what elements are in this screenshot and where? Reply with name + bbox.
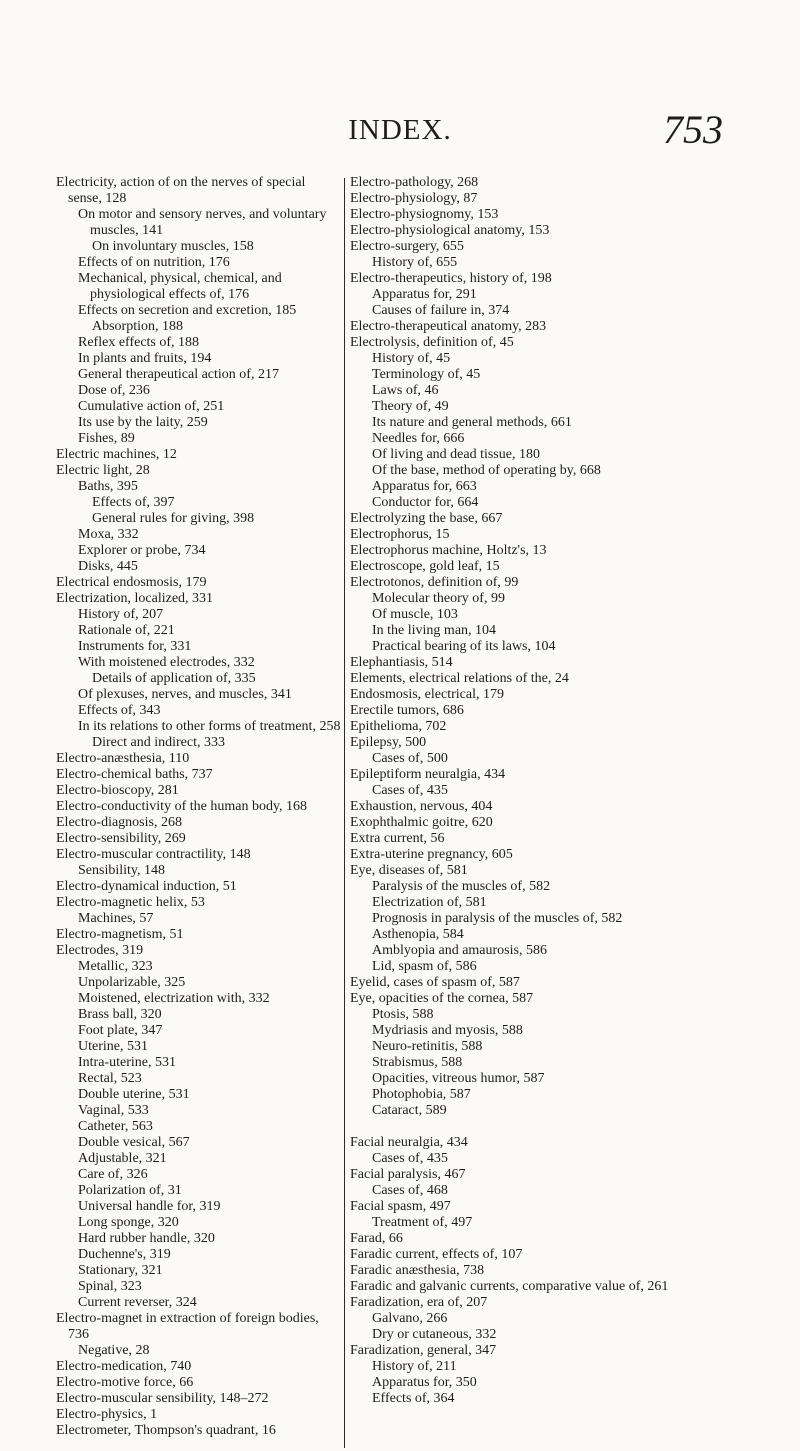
index-subentry: Catheter, 563 [78,1119,153,1134]
index-entry: Eye, diseases of, 581 [350,863,468,878]
index-subentry: Dose of, 236 [78,383,150,398]
index-entry: Facial paralysis, 467 [350,1167,466,1182]
index-entry: Electro-magnetic helix, 53 [56,895,205,910]
index-subentry: Hard rubber handle, 320 [78,1231,215,1246]
index-subentry: Neuro-retinitis, 588 [372,1039,483,1054]
index-subentry: Treatment of, 497 [372,1215,473,1230]
column-divider [344,178,345,1448]
index-subentry: Fishes, 89 [78,431,135,446]
index-subentry: Care of, 326 [78,1167,148,1182]
index-subentry: Practical bearing of its laws, 104 [372,639,556,654]
index-subentry: Metallic, 323 [78,959,153,974]
index-entry: Electroscope, gold leaf, 15 [350,559,500,574]
index-subentry: Cases of, 435 [372,1151,448,1166]
index-entry: Facial neuralgia, 434 [350,1135,468,1150]
index-entry: Electro-dynamical induction, 51 [56,879,237,894]
index-subentry: Cataract, 589 [372,1103,447,1118]
index-subentry: Vaginal, 533 [78,1103,149,1118]
index-entry: Electro-chemical baths, 737 [56,767,213,782]
index-subentry: Dry or cutaneous, 332 [372,1327,497,1342]
index-entry: Electrolysis, definition of, 45 [350,335,514,350]
index-entry: Electrization, localized, 331 [56,591,214,606]
index-entry: Exhaustion, nervous, 404 [350,799,493,814]
page-title: INDEX. [348,114,452,146]
index-subentry: Of plexuses, nerves, and muscles, 341 [78,687,292,702]
page-header [0,106,800,154]
index-subentry: Asthenopia, 584 [372,927,464,942]
index-subentry: Direct and indirect, 333 [92,735,225,750]
index-subentry: Amblyopia and amaurosis, 586 [372,943,547,958]
index-entry: Electro-medication, 740 [56,1359,192,1374]
index-subentry: Effects on secretion and excretion, 185 [78,303,297,318]
index-subentry: Apparatus for, 663 [372,479,477,494]
index-entry: Electrophorus, 15 [350,527,450,542]
index-subentry: General rules for giving, 398 [92,511,255,526]
index-subentry: Terminology of, 45 [372,367,481,382]
index-entry: Epileptiform neuralgia, 434 [350,767,506,782]
index-subentry: On involuntary muscles, 158 [92,239,254,254]
index-subentry: Photophobia, 587 [372,1087,471,1102]
index-subentry: Its nature and general methods, 661 [372,415,572,430]
index-subentry: Baths, 395 [78,479,138,494]
index-subentry: Polarization of, 31 [78,1183,182,1198]
index-subentry: Moxa, 332 [78,527,139,542]
index-subentry: Causes of failure in, 374 [372,303,510,318]
index-subentry: Of the base, method of operating by, 668 [372,463,601,478]
index-subentry: Lid, spasm of, 586 [372,959,477,974]
index-subentry: General therapeutical action of, 217 [78,367,279,382]
index-subentry: Sensibility, 148 [78,863,165,878]
index-entry: Erectile tumors, 686 [350,703,464,718]
index-entry: Electro-magnet in extraction of foreign bodies, 736 [56,1311,319,1342]
index-subentry: Molecular theory of, 99 [372,591,505,606]
index-subentry: Cumulative action of, 251 [78,399,225,414]
index-entry: Farad, 66 [350,1231,403,1246]
index-entry: Electro-bioscopy, 281 [56,783,179,798]
index-subentry: Cases of, 468 [372,1183,448,1198]
index-subentry: Machines, 57 [78,911,154,926]
index-entry: Electro-motive force, 66 [56,1375,194,1390]
index-entry: Electro-physiological anatomy, 153 [350,223,550,238]
index-column-right [350,175,730,1407]
index-subentry: History of, 655 [372,255,458,270]
index-entry: Elephantiasis, 514 [350,655,453,670]
index-entry: Electrometer, Thompson's quadrant, 16 [56,1423,276,1438]
index-subentry: Adjustable, 321 [78,1151,167,1166]
index-subentry: In plants and fruits, 194 [78,351,212,366]
index-subentry: Effects of on nutrition, 176 [78,255,230,270]
index-entry: Faradization, era of, 207 [350,1295,488,1310]
index-entry: Electro-physiognomy, 153 [350,207,499,222]
index-subentry: Effects of, 364 [372,1391,455,1406]
index-subentry: Of living and dead tissue, 180 [372,447,540,462]
index-subentry: Brass ball, 320 [78,1007,162,1022]
index-subentry: Negative, 28 [78,1343,150,1358]
index-subentry: Conductor for, 664 [372,495,479,510]
index-subentry: Needles for, 666 [372,431,465,446]
index-subentry: Double uterine, 531 [78,1087,190,1102]
index-subentry: Current reverser, 324 [78,1295,197,1310]
index-entry: Faradic anæsthesia, 738 [350,1263,485,1278]
index-subentry: Electrization of, 581 [372,895,487,910]
index-subentry: Its use by the laity, 259 [78,415,208,430]
index-subentry: Moistened, electrization with, 332 [78,991,270,1006]
index-subentry: Absorption, 188 [92,319,183,334]
index-entry: Electro-therapeutical anatomy, 283 [350,319,547,334]
index-entry: Electricity, action of on the nerves of special sense, 128 [56,175,306,206]
index-subentry: With moistened electrodes, 332 [78,655,255,670]
index-entry: Electro-therapeutics, history of, 198 [350,271,552,286]
index-subentry: Apparatus for, 350 [372,1375,477,1390]
index-subentry: Prognosis in paralysis of the muscles of, 582 [372,911,623,926]
index-subentry: History of, 207 [78,607,164,622]
index-subentry: History of, 211 [372,1359,457,1374]
index-subentry: Universal handle for, 319 [78,1199,221,1214]
index-subentry: Details of application of, 335 [92,671,256,686]
index-entry: Faradization, general, 347 [350,1343,497,1358]
index-subentry: Reflex effects of, 188 [78,335,200,350]
index-subentry: Galvano, 266 [372,1311,448,1326]
index-subentry: Ptosis, 588 [372,1007,434,1022]
index-subentry: Duchenne's, 319 [78,1247,171,1262]
index-subentry: Instruments for, 331 [78,639,192,654]
index-entry: Electro-pathology, 268 [350,175,479,190]
index-subentry: History of, 45 [372,351,451,366]
index-subentry: Laws of, 46 [372,383,439,398]
index-subentry: Paralysis of the muscles of, 582 [372,879,551,894]
index-entry: Eye, opacities of the cornea, 587 [350,991,534,1006]
index-subentry: Strabismus, 588 [372,1055,463,1070]
index-entry: Endosmosis, electrical, 179 [350,687,504,702]
index-entry: Electro-muscular sensibility, 148–272 [56,1391,269,1406]
index-subentry: Foot plate, 347 [78,1023,163,1038]
index-subentry: Explorer or probe, 734 [78,543,206,558]
index-subentry: Apparatus for, 291 [372,287,477,302]
index-entry: Electro-magnetism, 51 [56,927,184,942]
index-subentry: Cases of, 435 [372,783,448,798]
index-subentry: Disks, 445 [78,559,138,574]
index-entry: Electro-muscular contractility, 148 [56,847,251,862]
index-subentry: Effects of, 397 [92,495,175,510]
index-entry: Electrodes, 319 [56,943,144,958]
index-subentry: On motor and sensory nerves, and voluntary muscles, 141 [78,207,327,238]
index-entry: Electro-anæsthesia, 110 [56,751,190,766]
index-entry: Electric light, 28 [56,463,150,478]
index-subentry: Double vesical, 567 [78,1135,190,1150]
index-entry: Electrical endosmosis, 179 [56,575,207,590]
index-subentry: Mechanical, physical, chemical, and physiological effects of, 176 [78,271,282,302]
index-entry: Facial spasm, 497 [350,1199,451,1214]
index-subentry: Mydriasis and myosis, 588 [372,1023,523,1038]
index-entry: Electro-surgery, 655 [350,239,464,254]
index-entry: Exophthalmic goitre, 620 [350,815,493,830]
index-subentry: Unpolarizable, 325 [78,975,186,990]
index-subentry: Spinal, 323 [78,1279,142,1294]
index-subentry: Long sponge, 320 [78,1215,179,1230]
index-entry: Extra-uterine pregnancy, 605 [350,847,513,862]
index-subentry: Stationary, 321 [78,1263,163,1278]
index-entry: Electrolyzing the base, 667 [350,511,503,526]
index-entry: Electric machines, 12 [56,447,177,462]
index-entry: Elements, electrical relations of the, 24 [350,671,569,686]
index-entry: Epithelioma, 702 [350,719,447,734]
index-subentry: Of muscle, 103 [372,607,458,622]
index-entry: Electro-physiology, 87 [350,191,478,206]
index-entry: Faradic current, effects of, 107 [350,1247,523,1262]
index-subentry: In the living man, 104 [372,623,497,638]
index-entry: Eyelid, cases of spasm of, 587 [350,975,520,990]
index-subentry: Intra-uterine, 531 [78,1055,176,1070]
index-entry: Electro-physics, 1 [56,1407,158,1422]
index-subentry: Rationale of, 221 [78,623,175,638]
index-entry: Electrotonos, definition of, 99 [350,575,519,590]
index-entry: Electro-sensibility, 269 [56,831,186,846]
index-subentry: Effects of, 343 [78,703,161,718]
page-number: 753 [663,107,723,152]
index-entry: Electro-conductivity of the human body, 168 [56,799,308,814]
index-subentry: Rectal, 523 [78,1071,142,1086]
index-entry: Epilepsy, 500 [350,735,427,750]
index-subentry: Opacities, vitreous humor, 587 [372,1071,545,1086]
index-subentry: In its relations to other forms of treatment, 258 [78,719,341,734]
index-entry: Electrophorus machine, Holtz's, 13 [350,543,547,558]
index-entry: Electro-diagnosis, 268 [56,815,182,830]
index-column-left [56,175,342,1439]
index-subentry: Theory of, 49 [372,399,449,414]
index-subentry: Cases of, 500 [372,751,448,766]
index-entry: Faradic and galvanic currents, comparative value of, 261 [350,1279,669,1294]
index-subentry: Uterine, 531 [78,1039,148,1054]
index-entry: Extra current, 56 [350,831,445,846]
